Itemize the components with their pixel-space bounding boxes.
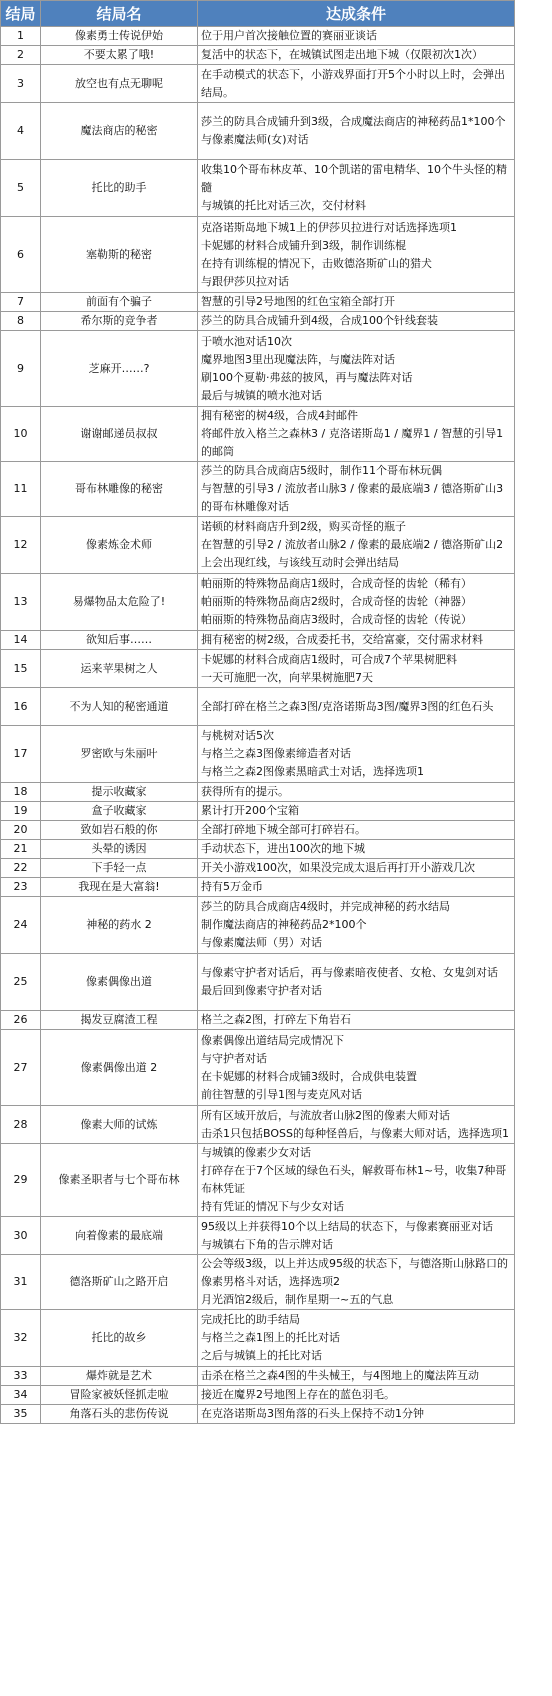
ending-number: 32 — [1, 1310, 41, 1367]
table-row — [1, 462, 515, 517]
condition-line: 所有区域开放后，与流放者山脉2图的像素大师对话 — [201, 1108, 450, 1122]
ending-number: 11 — [1, 462, 41, 517]
ending-name: 德洛斯矿山之路开启 — [41, 1255, 198, 1310]
condition-line: 在手动模式的状态下，小游戏界面打开5个小时以上时，会弹出结局。 — [201, 67, 505, 99]
ending-conditions — [198, 27, 515, 46]
ending-name: 致如岩石般的你 — [41, 821, 198, 840]
condition-line: 莎兰的防具合成商店5级时，制作11个哥布林玩偶 — [201, 464, 442, 477]
ending-number: 27 — [1, 1030, 41, 1106]
condition-line: 与像素魔法师(女)对话 — [201, 133, 309, 146]
table-row — [1, 878, 515, 897]
condition-line: 获得所有的提示。 — [201, 785, 289, 798]
condition-line: 打碎存在于7个区域的绿色石头，解救哥布林1~号，收集7种哥布林凭证 — [201, 1164, 507, 1195]
ending-conditions — [198, 1011, 515, 1030]
ending-conditions — [198, 407, 515, 462]
ending-number: 12 — [1, 517, 41, 574]
table-row — [1, 1386, 515, 1405]
ending-number: 9 — [1, 331, 41, 407]
ending-conditions — [198, 688, 515, 726]
ending-number: 35 — [1, 1405, 41, 1424]
ending-conditions — [198, 650, 515, 688]
ending-number: 8 — [1, 312, 41, 331]
condition-line: 格兰之森2图，打碎左下角岩石 — [201, 1013, 351, 1026]
condition-line: 95级以上并获得10个以上结局的状态下，与像素赛丽亚对话 — [201, 1219, 493, 1233]
table-row — [1, 726, 515, 783]
condition-line: 开关小游戏100次，如果没完成太退后再打开小游戏几次 — [201, 861, 475, 874]
ending-name: 头晕的诱因 — [41, 840, 198, 859]
header-conditions: 达成条件 — [198, 1, 515, 27]
condition-line: 于喷水池对话10次 — [201, 334, 292, 348]
table-row — [1, 293, 515, 312]
ending-conditions — [198, 46, 515, 65]
condition-line: 与城镇的托比对话三次，交付材料 — [201, 199, 366, 212]
condition-line: 与像素守护者对话后，再与像素暗夜使者、女枪、女鬼剑对话 — [201, 966, 498, 979]
ending-name: 像素偶像出道 — [41, 954, 198, 1011]
ending-conditions — [198, 821, 515, 840]
condition-line: 与像素魔法师（男）对话 — [201, 936, 322, 949]
condition-line: 帕丽斯的特殊物品商店1级时，合成奇怪的齿轮（稀有） — [201, 577, 472, 590]
ending-number: 34 — [1, 1386, 41, 1405]
ending-name: 不要太累了哦! — [41, 46, 198, 65]
ending-name: 冒险家被妖怪抓走啦 — [41, 1386, 198, 1405]
ending-name: 不为人知的秘密通道 — [41, 688, 198, 726]
condition-line: 位于用户首次接触位置的赛丽亚谈话 — [201, 29, 377, 42]
ending-name: 托比的助手 — [41, 160, 198, 217]
condition-line: 拥有秘密的树2级，合成委托书，交给富豪，交付需求材料 — [201, 633, 483, 646]
condition-line: 击杀1只包括BOSS的每种怪兽后，与像素大师对话，选择选项1 — [201, 1126, 509, 1140]
ending-name: 揭发豆腐渣工程 — [41, 1011, 198, 1030]
ending-conditions — [198, 840, 515, 859]
ending-conditions — [198, 103, 515, 160]
ending-number: 31 — [1, 1255, 41, 1310]
ending-conditions — [198, 1310, 515, 1367]
ending-number: 3 — [1, 65, 41, 103]
ending-conditions — [198, 293, 515, 312]
ending-number: 10 — [1, 407, 41, 462]
condition-line: 手动状态下，进出100次的地下城 — [201, 842, 365, 855]
condition-line: 将邮件放入格兰之森林3 / 克洛诺斯岛1 / 魔界1 / 智慧的引导1的邮筒 — [201, 427, 504, 458]
ending-number: 22 — [1, 859, 41, 878]
condition-line: 在持有训练棍的情况下，击败德洛斯矿山的猎犬 — [201, 256, 432, 270]
ending-name: 哥布林雕像的秘密 — [41, 462, 198, 517]
ending-name: 爆炸就是艺术 — [41, 1367, 198, 1386]
ending-name: 前面有个骗子 — [41, 293, 198, 312]
condition-line: 击杀在格兰之森4图的牛头械王，与4图地上的魔法阵互动 — [201, 1369, 479, 1382]
condition-line: 前往智慧的引导1图与麦克风对话 — [201, 1087, 362, 1101]
ending-conditions — [198, 783, 515, 802]
condition-line: 最后与城镇的喷水池对话 — [201, 388, 322, 402]
ending-name: 向着像素的最底端 — [41, 1217, 198, 1255]
condition-line: 复活中的状态下，在城镇试图走出地下城（仅限初次1次） — [201, 48, 483, 61]
ending-conditions — [198, 517, 515, 574]
ending-number: 33 — [1, 1367, 41, 1386]
ending-number: 26 — [1, 1011, 41, 1030]
ending-number: 14 — [1, 631, 41, 650]
ending-conditions — [198, 954, 515, 1011]
ending-number: 25 — [1, 954, 41, 1011]
table-row — [1, 1144, 515, 1217]
ending-number: 21 — [1, 840, 41, 859]
condition-line: 持有5万金币 — [201, 880, 263, 893]
condition-line: 与城镇的像素少女对话 — [201, 1146, 311, 1159]
condition-line: 像素偶像出道结局完成情况下 — [201, 1033, 344, 1047]
ending-name: 托比的故乡 — [41, 1310, 198, 1367]
ending-number: 13 — [1, 574, 41, 631]
ending-conditions — [198, 897, 515, 954]
ending-conditions — [198, 631, 515, 650]
ending-conditions — [198, 217, 515, 293]
ending-number: 2 — [1, 46, 41, 65]
table-row — [1, 331, 515, 407]
header-ending-number: 结局 — [1, 1, 41, 27]
ending-conditions — [198, 331, 515, 407]
condition-line: 与跟伊莎贝拉对话 — [201, 274, 289, 288]
condition-line: 与智慧的引导3 / 流放者山脉3 / 像素的最底端3 / 德洛斯矿山3的哥布林雕像对话 — [201, 482, 504, 513]
table-row — [1, 783, 515, 802]
ending-name: 角落石头的悲伤传说 — [41, 1405, 198, 1424]
ending-conditions — [198, 462, 515, 517]
ending-number: 28 — [1, 1106, 41, 1144]
condition-line: 最后回到像素守护者对话 — [201, 984, 322, 997]
table-row — [1, 217, 515, 293]
table-row — [1, 1310, 515, 1367]
table-row — [1, 840, 515, 859]
ending-conditions — [198, 312, 515, 331]
condition-line: 刷100个夏勒·弗兹的披风，再与魔法阵对话 — [201, 370, 413, 384]
condition-line: 与桃树对话5次 — [201, 729, 274, 742]
ending-conditions — [198, 1144, 515, 1217]
ending-number: 15 — [1, 650, 41, 688]
condition-line: 与格兰之森3图像素缔造者对话 — [201, 747, 351, 760]
table-row — [1, 1106, 515, 1144]
table-row — [1, 46, 515, 65]
table-row — [1, 27, 515, 46]
condition-line: 与城镇右下角的告示牌对话 — [201, 1237, 333, 1251]
ending-number: 19 — [1, 802, 41, 821]
condition-line: 与格兰之森1图上的托比对话 — [201, 1331, 340, 1344]
table-row — [1, 897, 515, 954]
ending-name: 我现在是大富翁! — [41, 878, 198, 897]
condition-line: 莎兰的防具合成铺升到3级，合成魔法商店的神秘药品1*100个 — [201, 115, 506, 128]
table-body — [1, 27, 515, 1424]
ending-number: 24 — [1, 897, 41, 954]
ending-number: 16 — [1, 688, 41, 726]
table-row — [1, 1405, 515, 1424]
ending-conditions — [198, 1217, 515, 1255]
table-row — [1, 821, 515, 840]
ending-name: 下手轻一点 — [41, 859, 198, 878]
condition-line: 在克洛诺斯岛3图角落的石头上保持不动1分钟 — [201, 1407, 424, 1420]
condition-line: 持有凭证的情况下与少女对话 — [201, 1200, 344, 1213]
ending-conditions — [198, 574, 515, 631]
ending-conditions — [198, 65, 515, 103]
condition-line: 月光酒馆2级后，制作星期一~五的气息 — [201, 1293, 394, 1306]
ending-number: 17 — [1, 726, 41, 783]
condition-line: 累计打开200个宝箱 — [201, 804, 299, 817]
ending-conditions — [198, 1030, 515, 1106]
table-row — [1, 517, 515, 574]
ending-number: 1 — [1, 27, 41, 46]
ending-name: 神秘的药水 2 — [41, 897, 198, 954]
condition-line: 拥有秘密的树4级，合成4封邮件 — [201, 409, 358, 422]
ending-name: 谢谢邮递员叔叔 — [41, 407, 198, 462]
table-row — [1, 954, 515, 1011]
condition-line: 一天可施肥一次，向苹果树施肥7天 — [201, 670, 373, 684]
condition-line: 收集10个哥布林皮革、10个凯诺的雷电精华、10个牛头怪的精髓 — [201, 163, 507, 194]
condition-line: 诺顿的材料商店升到2级，购买奇怪的瓶子 — [201, 520, 406, 533]
table-header-row — [1, 1, 515, 27]
ending-name: 芝麻开……? — [41, 331, 198, 407]
ending-name: 罗密欧与朱丽叶 — [41, 726, 198, 783]
condition-line: 帕丽斯的特殊物品商店3级时，合成奇怪的齿轮（传说） — [201, 613, 472, 626]
condition-line: 全部打碎地下城全部可打碎岩石。 — [201, 823, 366, 836]
ending-name: 像素勇士传说伊始 — [41, 27, 198, 46]
ending-name: 盒子收藏家 — [41, 802, 198, 821]
table-row — [1, 1255, 515, 1310]
ending-name: 运来苹果树之人 — [41, 650, 198, 688]
ending-name: 像素炼金术师 — [41, 517, 198, 574]
condition-line: 之后与城镇上的托比对话 — [201, 1349, 322, 1362]
condition-line: 在卡妮娜的材料合成铺3级时，合成供电装置 — [201, 1069, 417, 1083]
table-row — [1, 1367, 515, 1386]
table-row — [1, 688, 515, 726]
ending-number: 6 — [1, 217, 41, 293]
table-row — [1, 312, 515, 331]
ending-number: 29 — [1, 1144, 41, 1217]
condition-line: 与守护者对话 — [201, 1051, 267, 1065]
ending-conditions — [198, 859, 515, 878]
ending-conditions — [198, 1106, 515, 1144]
ending-name: 像素偶像出道 2 — [41, 1030, 198, 1106]
ending-name: 像素圣职者与七个哥布林 — [41, 1144, 198, 1217]
condition-line: 克洛诺斯岛地下城1上的伊莎贝拉进行对话选择选项1 — [201, 220, 457, 234]
table-row — [1, 802, 515, 821]
ending-name: 像素大师的试炼 — [41, 1106, 198, 1144]
ending-name: 放空也有点无聊呢 — [41, 65, 198, 103]
table-row — [1, 859, 515, 878]
table-row — [1, 650, 515, 688]
ending-name: 易爆物品太危险了! — [41, 574, 198, 631]
ending-name: 提示收藏家 — [41, 783, 198, 802]
ending-conditions — [198, 1405, 515, 1424]
table-row — [1, 407, 515, 462]
table-row — [1, 1217, 515, 1255]
condition-line: 接近在魔界2号地图上存在的蓝色羽毛。 — [201, 1388, 395, 1401]
condition-line: 与格兰之森2图像素黑暗武士对话，选择选项1 — [201, 765, 424, 778]
table-row — [1, 1011, 515, 1030]
ending-conditions — [198, 1386, 515, 1405]
table-row — [1, 574, 515, 631]
ending-name: 希尔斯的竞争者 — [41, 312, 198, 331]
condition-line: 完成托比的助手结局 — [201, 1313, 300, 1326]
condition-line: 在智慧的引导2 / 流放者山脉2 / 像素的最底端2 / 德洛斯矿山2上会出现红线，与该线互动时会弹出结局 — [201, 538, 504, 569]
ending-conditions — [198, 802, 515, 821]
table-row — [1, 160, 515, 217]
condition-line: 制作魔法商店的神秘药品2*100个 — [201, 918, 367, 931]
condition-line: 卡妮娜的材料合成商店1级时，可合成7个苹果树肥料 — [201, 652, 457, 666]
ending-conditions — [198, 1255, 515, 1310]
condition-line: 卡妮娜的材料合成铺升到3级，制作训练棍 — [201, 238, 406, 252]
ending-number: 18 — [1, 783, 41, 802]
table-row — [1, 631, 515, 650]
ending-number: 5 — [1, 160, 41, 217]
ending-number: 7 — [1, 293, 41, 312]
condition-line: 莎兰的防具合成铺升到4级，合成100个针线套装 — [201, 314, 438, 327]
condition-line: 魔界地图3里出现魔法阵，与魔法阵对话 — [201, 352, 395, 366]
ending-number: 23 — [1, 878, 41, 897]
table-row — [1, 65, 515, 103]
ending-conditions — [198, 1367, 515, 1386]
ending-number: 30 — [1, 1217, 41, 1255]
ending-name: 塞勒斯的秘密 — [41, 217, 198, 293]
table-row — [1, 1030, 515, 1106]
ending-conditions — [198, 160, 515, 217]
header-ending-name: 结局名 — [41, 1, 198, 27]
condition-line: 帕丽斯的特殊物品商店2级时，合成奇怪的齿轮（神器） — [201, 595, 472, 608]
ending-conditions — [198, 878, 515, 897]
ending-number: 20 — [1, 821, 41, 840]
ending-number: 4 — [1, 103, 41, 160]
ending-name: 欲知后事…… — [41, 631, 198, 650]
ending-conditions — [198, 726, 515, 783]
table-row — [1, 103, 515, 160]
condition-line: 全部打碎在格兰之森3图/克洛诺斯岛3图/魔界3图的红色石头 — [201, 699, 494, 713]
condition-line: 莎兰的防具合成商店4级时，并完成神秘的药水结局 — [201, 900, 450, 913]
ending-name: 魔法商店的秘密 — [41, 103, 198, 160]
condition-line: 智慧的引导2号地图的红色宝箱全部打开 — [201, 295, 395, 308]
condition-line: 公会等级3级，以上并达成95级的状态下，与德洛斯山脉路口的像素男格斗对话，选择选项2 — [201, 1257, 508, 1288]
